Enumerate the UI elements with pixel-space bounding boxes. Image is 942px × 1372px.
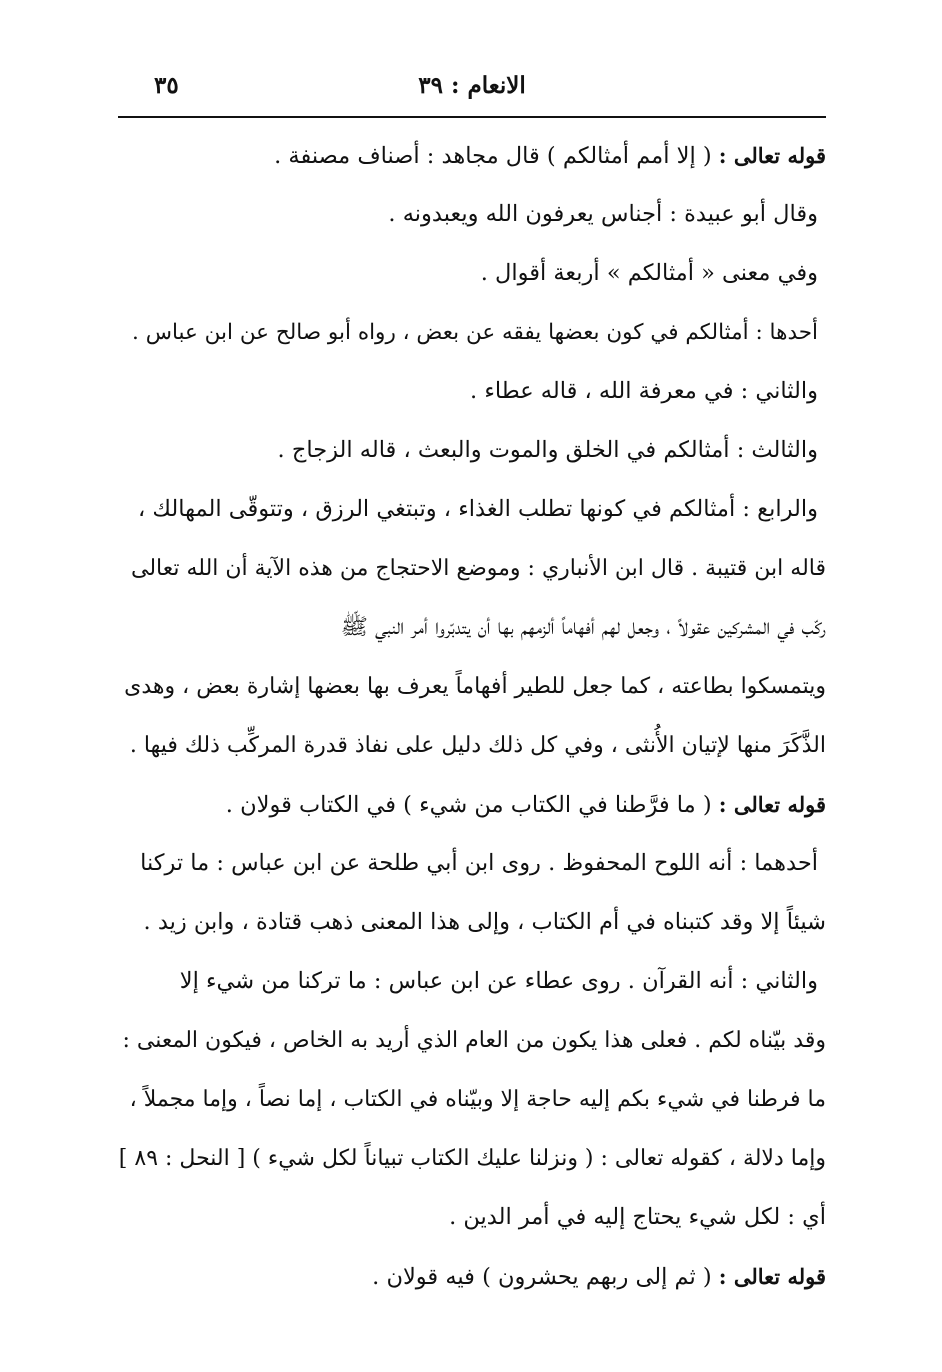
line-text: الذَّكَرَ منها لإتيان الأُنثى ، وفي كل ذلك دليل على نفاذ قدرة المركِّب ذلك فيها . — [129, 733, 826, 758]
line-text: والثالث : أمثالكم في الخلق والموت والبعث ، قاله الزجاج . — [277, 437, 818, 463]
line-text: أي : لكل شيء يحتاج إليه في أمر الدين . — [449, 1204, 826, 1230]
line-text: أحدهما : أنه اللوح المحفوظ . روى ابن أبي طلحة عن ابن عباس : ما تركنا — [140, 850, 818, 876]
line-text: وقد بيّناه لكم . فعلى هذا يكون من العام الذي أريد به الخاص ، فيكون المعنى : — [122, 1028, 826, 1053]
line-text: والرابع : أمثالكم في كونها تطلب الغذاء ، وتبتغي الرزق ، وتتوقّى المهالك ، — [138, 496, 818, 522]
verse-lead: قوله تعالى : — [718, 143, 826, 168]
line-text: أحدها : أمثالكم في كون بعضها يفقه عن بعض ، رواه أبو صالح عن ابن عباس . — [132, 320, 818, 345]
text-line — [118, 657, 826, 716]
sura-reference: الانعام : ٣٩ — [418, 72, 526, 99]
text-line — [118, 775, 826, 834]
text-line — [118, 834, 826, 893]
verse-lead: قوله تعالى : — [718, 1264, 826, 1289]
line-text: وإما دلالة ، كقوله تعالى : ( ونزلنا عليك الكتاب تبياناً لكل شيء ) [ النحل : ٨٩ ] — [118, 1146, 826, 1171]
text-line — [118, 1129, 826, 1188]
verse-lead: قوله تعالى : — [718, 792, 826, 817]
text-line — [118, 598, 826, 657]
line-text: شيئاً إلا وقد كتبناه في أم الكتاب ، وإلى هذا المعنى ذهب قتادة ، وابن زيد . — [143, 909, 826, 935]
line-text: وفي معنى « أمثالكم » أربعة أقوال . — [480, 260, 818, 286]
text-line — [118, 1188, 826, 1247]
line-text: والثاني : في معرفة الله ، قاله عطاء . — [470, 378, 818, 404]
line-text: ( ثم إلى ربهم يحشرون ) فيه قولان . — [372, 1264, 719, 1290]
body-text — [118, 126, 826, 1306]
line-text: قاله ابن قتيبة . قال ابن الأنباري : وموضع الاحتجاج من هذه الآية أن الله تعالى — [131, 556, 826, 581]
line-text: وقال أبو عبيدة : أجناس يعرفون الله ويعبدونه . — [388, 201, 818, 227]
text-line — [118, 1070, 826, 1129]
text-line — [118, 1011, 826, 1070]
line-text: ويتمسكوا بطاعته ، كما جعل للطير أفهاماً يعرف بها بعضها إشارة بعض ، وهدى — [124, 674, 826, 699]
text-line — [118, 539, 826, 598]
text-line — [118, 480, 826, 539]
text-line — [118, 362, 826, 421]
text-line — [118, 126, 826, 185]
text-line — [118, 716, 826, 775]
line-text: ( إلا أمم أمثالكم ) قال مجاهد : أصناف مصنفة . — [274, 143, 719, 169]
header-rule — [118, 116, 826, 118]
text-line — [118, 952, 826, 1011]
page-header — [118, 70, 826, 114]
text-line — [118, 185, 826, 244]
line-text: ( ما فرَّطنا في الكتاب من شيء ) في الكتاب قولان . — [225, 792, 719, 818]
page-number: ٣٥ — [154, 72, 179, 99]
text-line — [118, 303, 826, 362]
line-text: ركّب في المشركين عقولاً ، وجعل لهم أفهاماً ألزمهم بها أن يتدبّروا أمر النبي ﷺ — [340, 614, 826, 640]
text-line — [118, 421, 826, 480]
text-line — [118, 1247, 826, 1306]
text-line — [118, 893, 826, 952]
text-line — [118, 244, 826, 303]
line-text: ما فرطنا في شيء بكم إليه حاجة إلا وبيّناه في الكتاب ، إما نصاً ، وإما مجملاً ، — [129, 1087, 826, 1112]
line-text: والثاني : أنه القرآن . روى عطاء عن ابن عباس : ما تركنا من شيء إلا — [179, 968, 818, 994]
